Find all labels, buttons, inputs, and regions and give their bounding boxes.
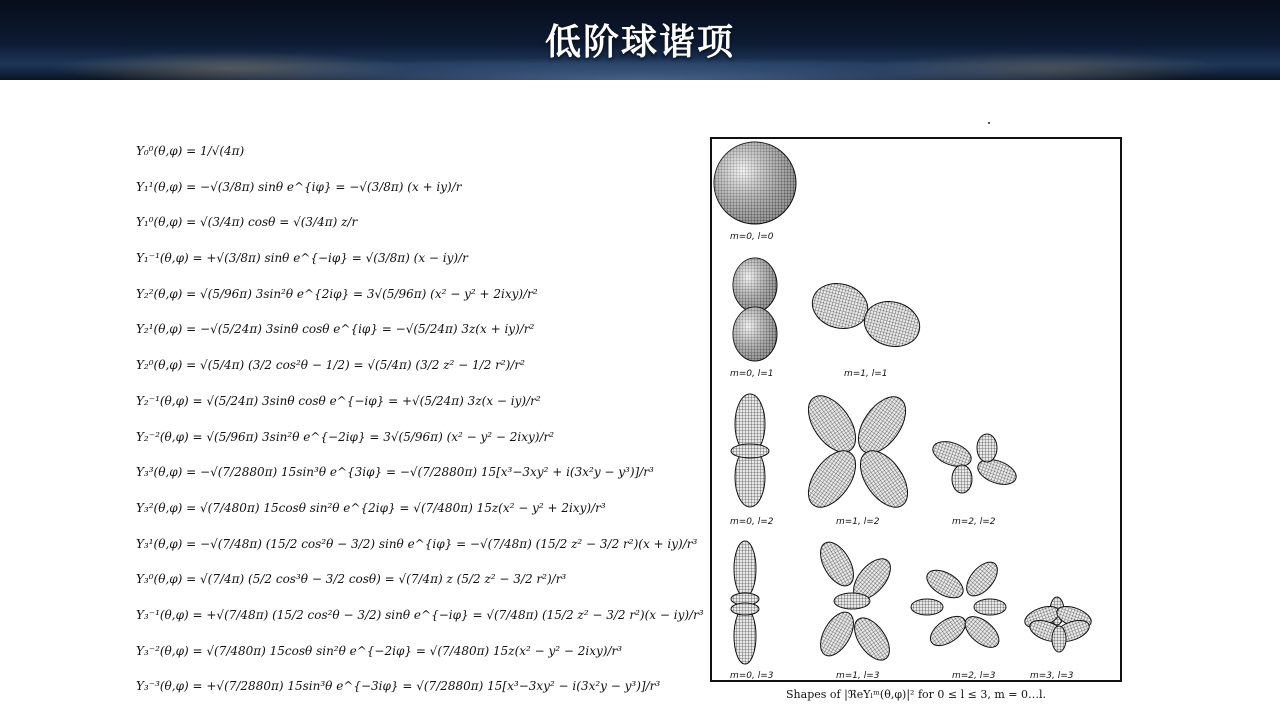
- header-banner: [0, 0, 1280, 80]
- harmonics-figure: [710, 137, 1122, 682]
- label-m0-l3: m=0, l=3: [730, 671, 774, 680]
- formula-y21: Y₂¹(θ,φ) = −√(5/24π) 3sinθ cosθ e^{iφ} = −√(5/24π) 3z(x + iy)/r²: [136, 322, 535, 337]
- label-m0-l0: m=0, l=0: [730, 232, 774, 242]
- shape-m1-l2: [799, 387, 917, 515]
- formula-list: [136, 134, 704, 705]
- harmonics-drawing: [712, 139, 1120, 680]
- label-m1-l3: m=1, l=3: [836, 671, 880, 680]
- shape-m0-l3: [731, 541, 759, 664]
- label-m2-l3: m=2, l=3: [952, 671, 996, 680]
- formula-y3m2: Y₃⁻²(θ,φ) = √(7/480π) 15cosθ sin²θ e^{−2iφ} = √(7/480π) 15z(x² − y² − 2ixy)/r³: [136, 643, 623, 658]
- formula-y10: Y₁⁰(θ,φ) = √(3/4π) cosθ = √(3/4π) z/r: [136, 215, 358, 230]
- shape-m1-l1: [807, 278, 924, 353]
- shape-m2-l2: [929, 434, 1019, 493]
- shape-m3-l3: [1022, 597, 1094, 652]
- formula-y30: Y₃⁰(θ,φ) = √(7/4π) (5/2 cos³θ − 3/2 cosθ) = √(7/4π) z (5/2 z² − 3/2 r²)/r³: [136, 572, 567, 587]
- label-m2-l2: m=2, l=2: [952, 517, 996, 527]
- formula-y33: Y₃³(θ,φ) = −√(7/2880π) 15sin³θ e^{3iφ} = −√(7/2880π) 15[x³−3xy² + i(3x²y − y³)]/r³: [136, 465, 654, 480]
- formula-y32: Y₃²(θ,φ) = √(7/480π) 15cosθ sin²θ e^{2iφ} = √(7/480π) 15z(x² − y² + 2ixy)/r³: [136, 500, 606, 515]
- formula-y3m1: Y₃⁻¹(θ,φ) = +√(7/48π) (15/2 cos²θ − 3/2) sinθ e^{−iφ} = √(7/48π) (15/2 z² − 3/2 r²)(x − iy)/r³: [136, 607, 704, 622]
- page-title: 低阶球谐项: [544, 22, 735, 63]
- shape-m0-l0: [714, 142, 796, 224]
- formula-y20: Y₂⁰(θ,φ) = √(5/4π) (3/2 cos²θ − 1/2) = √(5/4π) (3/2 z² − 1/2 r²)/r²: [136, 358, 525, 373]
- label-m1-l2: m=1, l=2: [836, 517, 880, 527]
- formula-y31: Y₃¹(θ,φ) = −√(7/48π) (15/2 cos²θ − 3/2) sinθ e^{iφ} = −√(7/48π) (15/2 z² − 3/2 r²)(x + iy)/r³: [136, 536, 698, 551]
- formula-y11: Y₁¹(θ,φ) = −√(3/8π) sinθ e^{iφ} = −√(3/8π) (x + iy)/r: [136, 179, 462, 194]
- stray-dot: [988, 122, 990, 124]
- formula-y22: Y₂²(θ,φ) = √(5/96π) 3sin²θ e^{2iφ} = 3√(5/96π) (x² − y² + 2ixy)/r²: [136, 286, 538, 301]
- label-m0-l1: m=0, l=1: [730, 369, 774, 379]
- formula-y00: Y₀⁰(θ,φ) = 1/√(4π): [136, 144, 245, 158]
- label-m0-l2: m=0, l=2: [730, 517, 774, 527]
- formula-y2m2: Y₂⁻²(θ,φ) = √(5/96π) 3sin²θ e^{−2iφ} = 3√(5/96π) (x² − y² − 2ixy)/r²: [136, 429, 555, 444]
- shape-m0-l2: [731, 394, 769, 507]
- label-m3-l3: m=3, l=3: [1030, 671, 1074, 680]
- formula-y3m3: Y₃⁻³(θ,φ) = +√(7/2880π) 15sin³θ e^{−3iφ} = √(7/2880π) 15[x³−3xy² − i(3x²y − y³)]/r³: [136, 679, 661, 694]
- formula-y2m1: Y₂⁻¹(θ,φ) = √(5/24π) 3sinθ cosθ e^{−iφ} = +√(5/24π) 3z(x − iy)/r²: [136, 393, 541, 408]
- figure-caption: Shapes of |ℜeYₗᵐ(θ,φ)|² for 0 ≤ l ≤ 3, m = 0…l.: [786, 688, 1046, 701]
- shape-m2-l3: [911, 557, 1006, 654]
- shape-m0-l1: [733, 258, 777, 361]
- shape-m1-l3: [814, 537, 898, 666]
- label-m1-l1: m=1, l=1: [844, 369, 888, 379]
- formula-y1m1: Y₁⁻¹(θ,φ) = +√(3/8π) sinθ e^{−iφ} = √(3/8π) (x − iy)/r: [136, 251, 468, 266]
